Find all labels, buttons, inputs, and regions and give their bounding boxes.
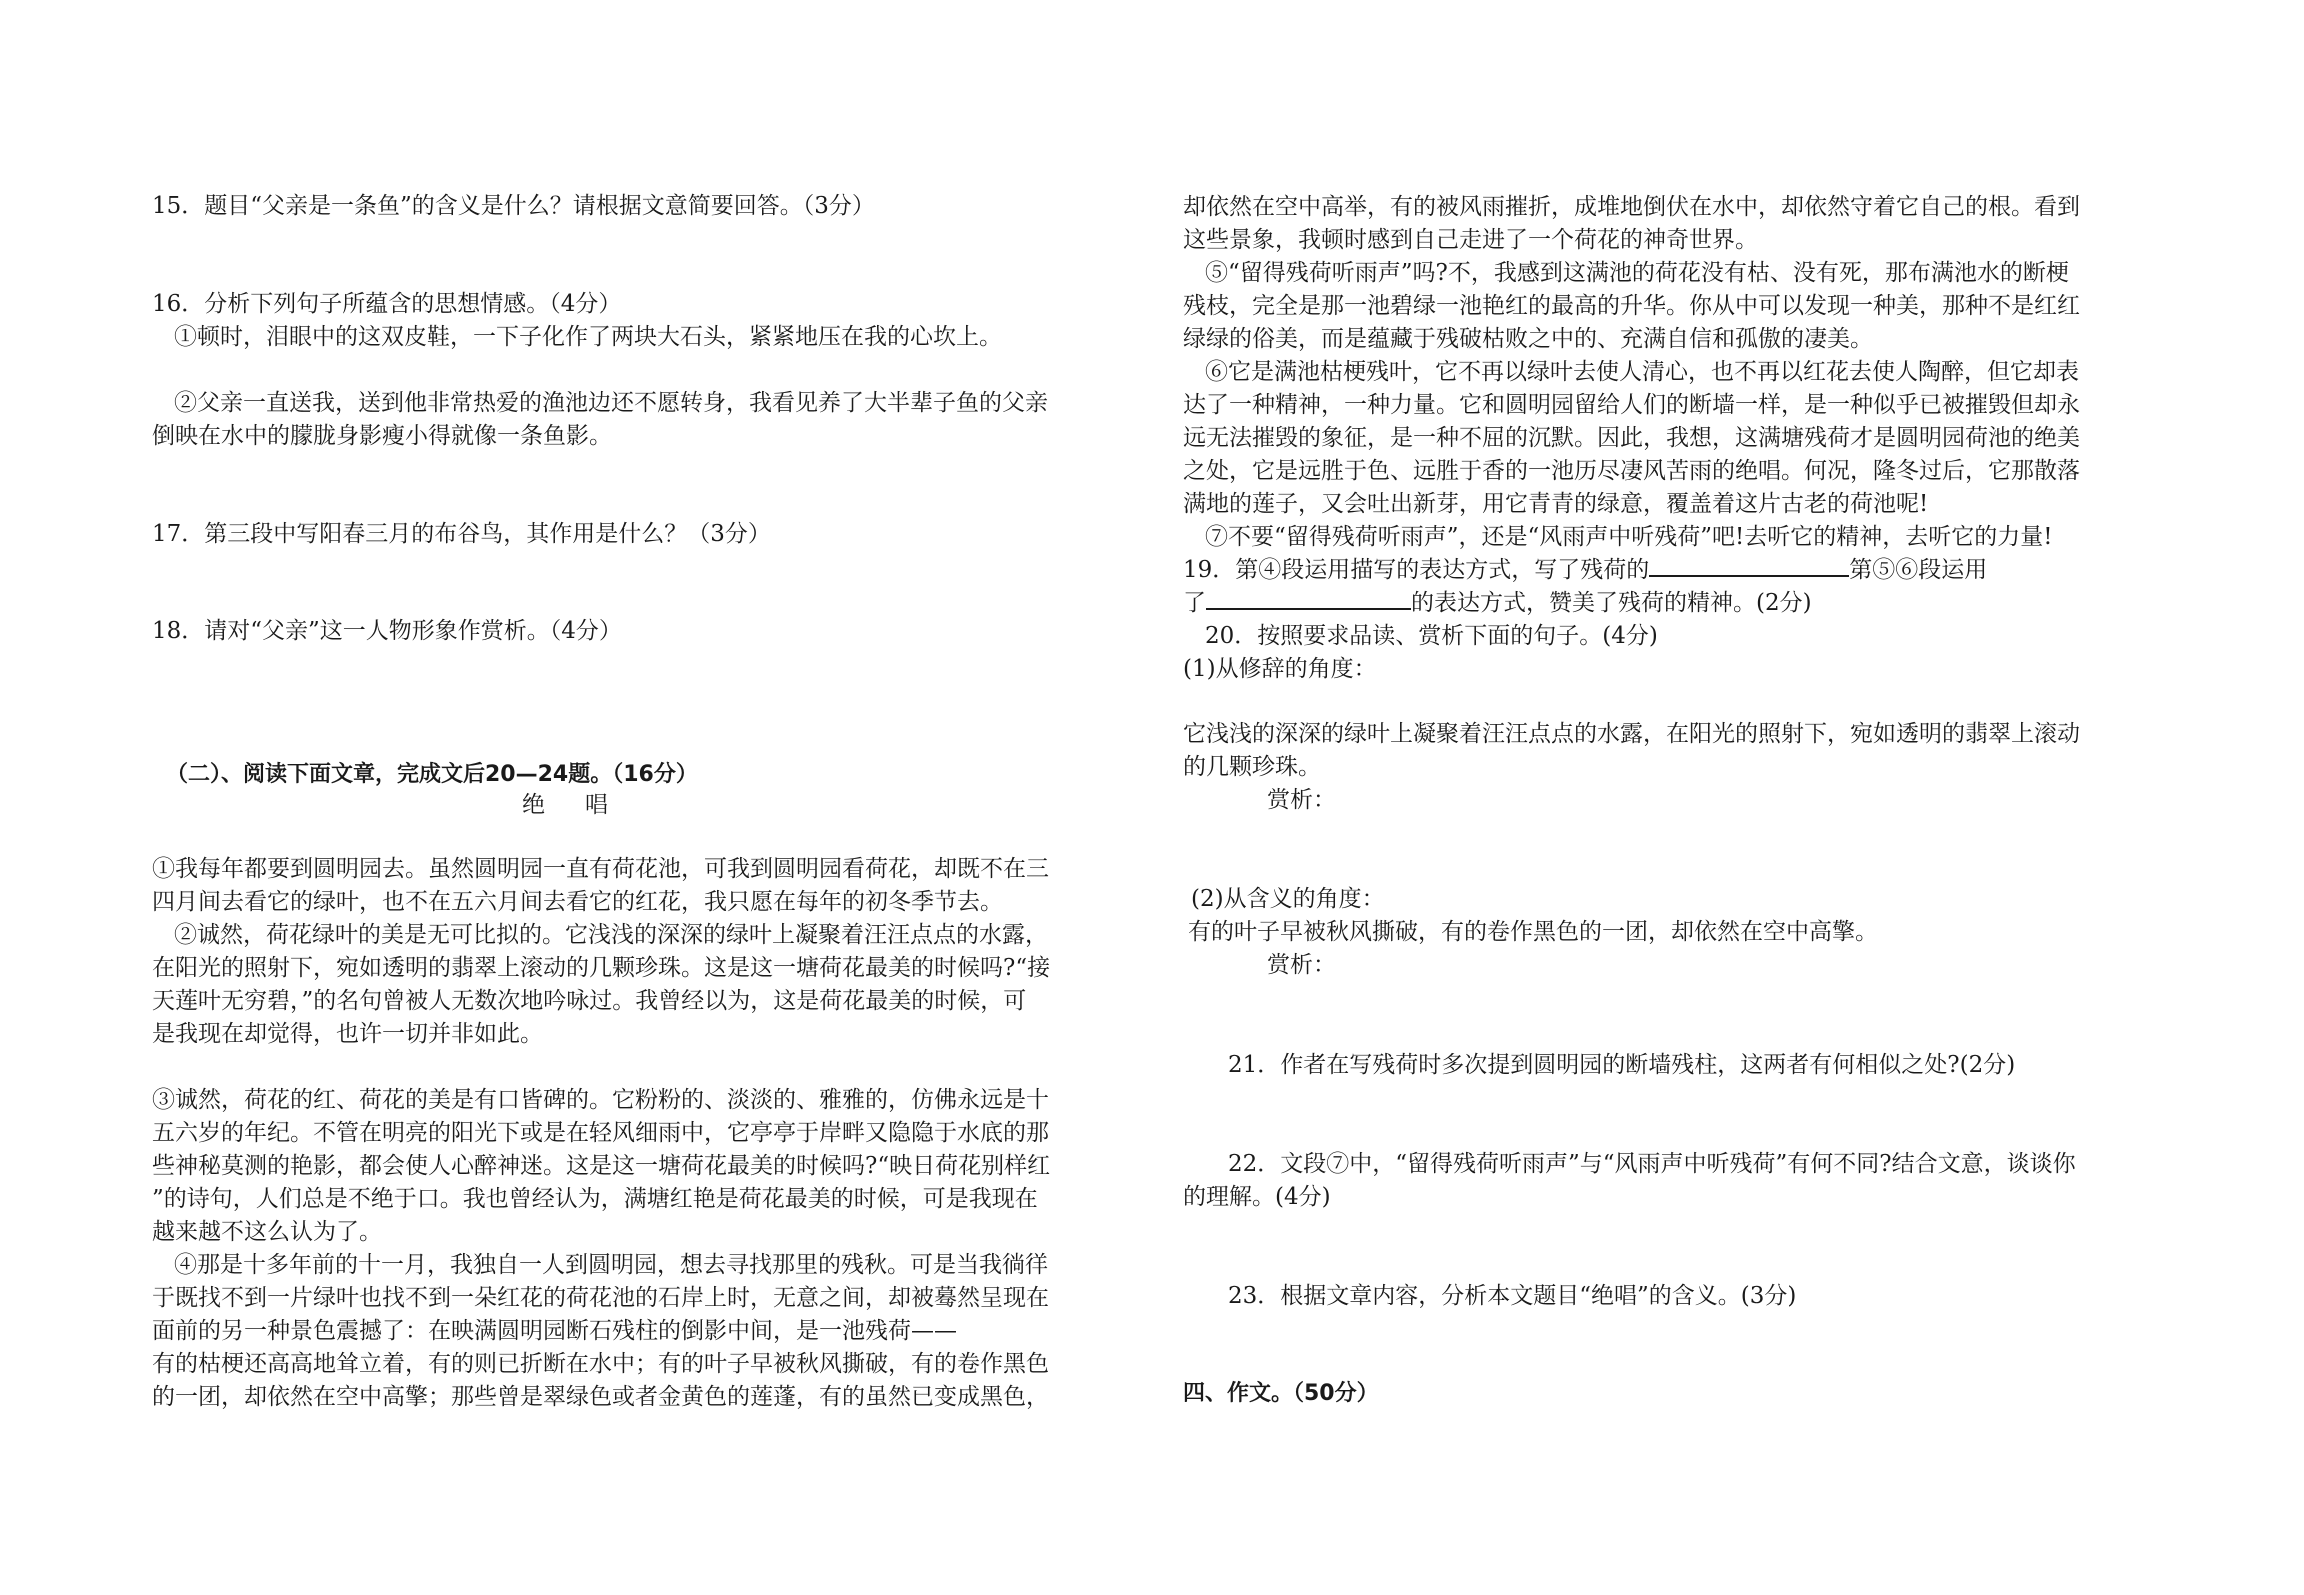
q20-part-1-sentence-line-1: 它浅浅的深深的绿叶上凝聚着汪汪点点的水露，在阳光的照射下，宛如透明的翡翠上滚动 <box>1183 721 2080 747</box>
paragraph-6-line-3: 远无法摧毁的象征，是一种不屈的沉默。因此，我想，这满塘残荷才是圆明园荷池的绝美 <box>1183 425 2080 451</box>
question-19-line-1 <box>1183 553 1987 587</box>
paragraph-6-line-5: 满地的莲子，又会吐出新芽，用它青青的绿意，覆盖着这片古老的荷池呢! <box>1183 491 1929 517</box>
q16-sentence-2-line-1: ②父亲一直送我，送到他非常热爱的渔池边还不愿转身，我看见养了大半辈子鱼的父亲 <box>174 390 1048 416</box>
paragraph-4-line-3: 面前的另一种景色震撼了：在映满圆明园断石残柱的倒影中间，是一池残荷—— <box>152 1318 957 1344</box>
q19-text-2: 第⑤⑥段运用 <box>1849 557 1988 583</box>
q19-text-3: 了 <box>1183 590 1206 616</box>
question-22-line-2: 的理解。(4分) <box>1183 1184 1331 1210</box>
paragraph-5-line-3: 绿绿的俗美，而是蕴藏于残破枯败之中的、充满自信和孤傲的凄美。 <box>1183 326 1873 352</box>
paragraph-3-line-1: ③诚然，荷花的红、荷花的美是有口皆碑的。它粉粉的、淡淡的、雅雅的，仿佛永远是十 <box>152 1087 1049 1113</box>
paragraph-4-line-6: 却依然在空中高举，有的被风雨摧折，成堆地倒伏在水中，却依然守着它自己的根。看到 <box>1183 194 2080 220</box>
paragraph-1-line-2: 四月间去看它的绿叶，也不在五六月间去看它的红花，我只愿在每年的初冬季节去。 <box>152 889 1003 915</box>
paragraph-4-line-2: 于既找不到一片绿叶也找不到一朵红花的荷花池的石岸上时，无意之间，却被蓦然呈现在 <box>152 1285 1049 1311</box>
right-column <box>1183 0 2173 1595</box>
paragraph-2-line-3: 天莲叶无穷碧，”的名句曾被人无数次地吟咏过。我曾经以为，这是荷花最美的时候，可 <box>152 988 1027 1014</box>
paragraph-7: ⑦不要“留得残荷听雨声”，还是“风雨声中听残荷”吧!去听它的精神，去听它的力量! <box>1205 524 2053 550</box>
left-column <box>152 0 1142 1595</box>
paragraph-6-line-2: 达了一种精神，一种力量。它和圆明园留给人们的断墙一样，是一种似乎已被摧毁但却永 <box>1183 392 2080 418</box>
question-20: 20．按照要求品读、赏析下面的句子。(4分) <box>1205 623 1658 649</box>
paragraph-6-line-1: ⑥它是满池枯梗残叶，它不再以绿叶去使人清心，也不再以红花去使人陶醉，但它却表 <box>1205 359 2079 385</box>
q20-part-2-sentence: 有的叶子早被秋风撕破，有的卷作黑色的一团，却依然在空中高擎。 <box>1188 919 1878 945</box>
paragraph-3-line-3: 些神秘莫测的艳影，都会使人心醉神迷。这是这一塘荷花最美的时候吗?“映日荷花别样红 <box>152 1153 1051 1179</box>
q16-sentence-2-line-2: 倒映在水中的朦胧身影瘦小得就像一条鱼影。 <box>152 423 612 449</box>
question-18: 18．请对“父亲”这一人物形象作赏析。（4分） <box>152 618 622 644</box>
question-19-line-2 <box>1183 586 1812 620</box>
q20-part-1: (1)从修辞的角度： <box>1183 656 1377 682</box>
paragraph-4-line-5: 的一团，却依然在空中高擎；那些曾是翠绿色或者金黄色的莲蓬，有的虽然已变成黑色， <box>152 1384 1049 1410</box>
paragraph-3-line-5: 越来越不这么认为了。 <box>152 1219 382 1245</box>
q19-text-1: 19．第④段运用描写的表达方式，写了残荷的 <box>1183 557 1650 583</box>
paragraph-2-line-4: 是我现在却觉得，也许一切并非如此。 <box>152 1021 543 1047</box>
question-16: 16．分析下列句子所蕴含的思想情感。（4分） <box>152 291 622 317</box>
paragraph-5-line-1: ⑤“留得残荷听雨声”吗?不，我感到这满池的荷花没有枯、没有死，那布满池水的断梗 <box>1205 260 2069 286</box>
paragraph-3-line-2: 五六岁的年纪。不管在明亮的阳光下或是在轻风细雨中，它亭亭于岸畔又隐隐于水底的那 <box>152 1120 1049 1146</box>
question-15: 15．题目“父亲是一条鱼”的含义是什么？请根据文意简要回答。（3分） <box>152 193 875 219</box>
question-23: 23．根据文章内容，分析本文题目“绝唱”的含义。(3分) <box>1228 1283 1797 1309</box>
paragraph-6-line-4: 之处，它是远胜于色、远胜于香的一池历尽凄风苦雨的绝唱。何况，隆冬过后，它那散落 <box>1183 458 2080 484</box>
q19-text-4: 的表达方式，赞美了残荷的精神。(2分) <box>1411 590 1812 616</box>
q16-sentence-1: ①顿时，泪眼中的这双皮鞋，一下子化作了两块大石头，紧紧地压在我的心坎上。 <box>174 324 1002 350</box>
paragraph-4-line-1: ④那是十多年前的十一月，我独自一人到圆明园，想去寻找那里的残秋。可是当我徜徉 <box>174 1252 1048 1278</box>
paragraph-5-line-2: 残枝，完全是那一池碧绿一池艳红的最高的升华。你从中可以发现一种美，那种不是红红 <box>1183 293 2080 319</box>
answer-blank-2[interactable] <box>1206 586 1411 610</box>
paragraph-2-line-1: ②诚然，荷花绿叶的美是无可比拟的。它浅浅的深深的绿叶上凝聚着汪汪点点的水露， <box>174 922 1048 948</box>
paragraph-3-line-4: ”的诗句，人们总是不绝于口。我也曾经认为，满塘红艳是荷花最美的时候，可是我现在 <box>152 1186 1038 1212</box>
answer-blank-1[interactable] <box>1649 553 1849 577</box>
question-17: 17．第三段中写阳春三月的布谷鸟，其作用是什么？（3分） <box>152 521 771 547</box>
paragraph-1-line-1: ①我每年都要到圆明园去。虽然圆明园一直有荷花池，可我到圆明园看荷花，却既不在三 <box>152 856 1049 882</box>
paragraph-4-line-4: 有的枯梗还高高地耸立着，有的则已折断在水中；有的叶子早被秋风撕破，有的卷作黑色 <box>152 1351 1049 1377</box>
section-2-heading: （二）、阅读下面文章，完成文后20—24题。（16分） <box>166 762 698 787</box>
paragraph-4-line-7: 这些景象，我顿时感到自己走进了一个荷花的神奇世界。 <box>1183 227 1758 253</box>
section-4-heading: 四、作文。（50分） <box>1183 1381 1379 1406</box>
paragraph-2-line-2: 在阳光的照射下，宛如透明的翡翠上滚动的几颗珍珠。这是这一塘荷花最美的时候吗?“接 <box>152 955 1051 981</box>
question-22-line-1: 22．文段⑦中，“留得残荷听雨声”与“风雨声中听残荷”有何不同?结合文意，谈谈你 <box>1228 1151 2076 1177</box>
article-title: 绝唱 <box>522 792 648 818</box>
question-21: 21．作者在写残荷时多次提到圆明园的断墙残柱，这两者有何相似之处?(2分) <box>1228 1052 2016 1078</box>
appreciation-label-2: 赏析： <box>1267 952 1336 978</box>
q20-part-2: (2)从含义的角度： <box>1191 886 1385 912</box>
q20-part-1-sentence-line-2: 的几颗珍珠。 <box>1183 754 1321 780</box>
appreciation-label-1: 赏析： <box>1267 787 1336 813</box>
